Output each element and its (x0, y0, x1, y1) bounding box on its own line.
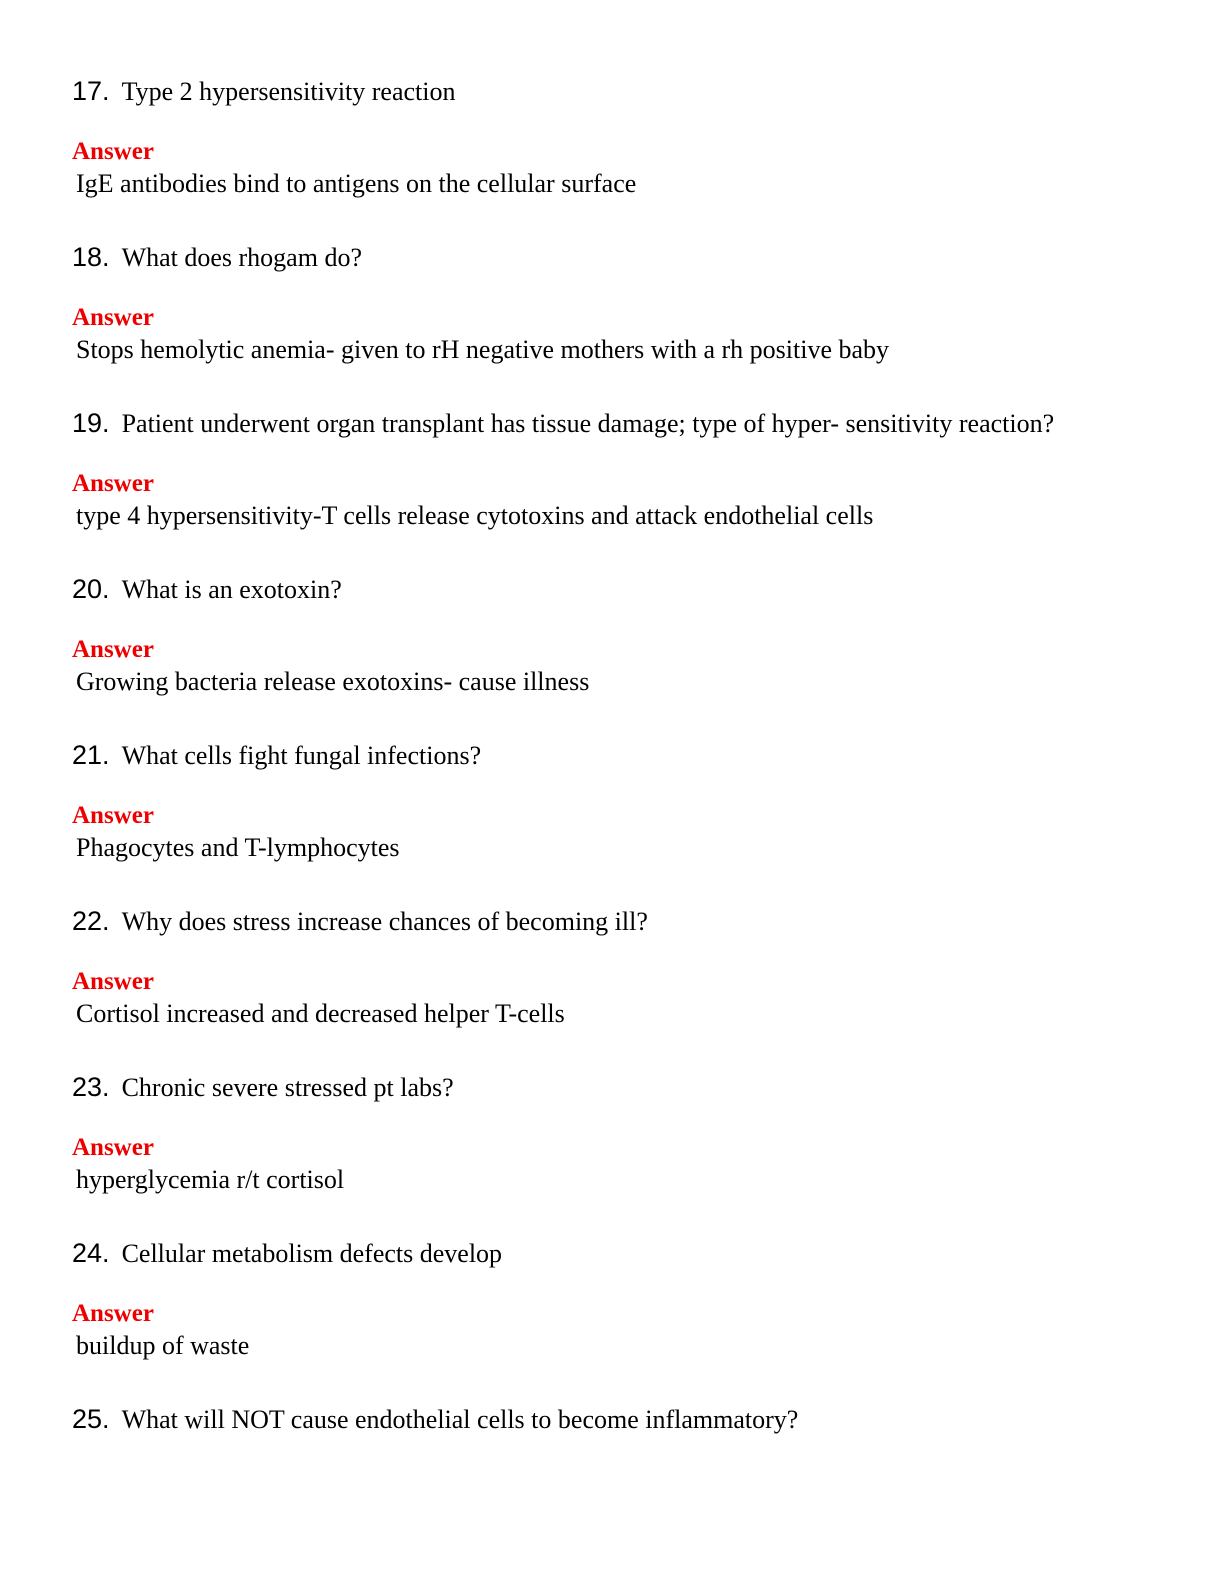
answer-text: buildup of waste (76, 1331, 250, 1360)
answer-text: Growing bacteria release exotoxins- cause illness (76, 667, 590, 696)
question: 18. What does rhogam do? (72, 242, 362, 272)
answer-label: Answer (72, 802, 154, 829)
question-text: Type 2 hypersensitivity reaction (121, 77, 456, 106)
question: 21. What cells fight fungal infections? (72, 740, 482, 770)
question-text: Patient underwent organ transplant has tissue damage; type of hyper- sensitivity reaction? (121, 409, 1055, 438)
question-text: What is an exotoxin? (121, 575, 342, 604)
question-number: 23 (72, 1072, 103, 1102)
answer-label: Answer (72, 636, 154, 663)
question-number: 21 (72, 740, 103, 770)
question-text: Chronic severe stressed pt labs? (121, 1073, 454, 1102)
answer-text: Phagocytes and T-lymphocytes (76, 833, 400, 862)
question-text: What cells fight fungal infections? (121, 741, 482, 770)
answer-text: Cortisol increased and decreased helper T-cells (76, 999, 565, 1028)
question: 23. Chronic severe stressed pt labs? (72, 1072, 454, 1102)
question: 20. What is an exotoxin? (72, 574, 342, 604)
question: 22. Why does stress increase chances of becoming ill? (72, 906, 648, 936)
question: 24. Cellular metabolism defects develop (72, 1238, 503, 1268)
question: 19. Patient underwent organ transplant has tissue damage; type of hyper- sensitivity reaction? (72, 408, 1055, 438)
answer-label: Answer (72, 470, 154, 497)
question: 25. What will NOT cause endothelial cells to become inflammatory? (72, 1404, 799, 1434)
answer-label: Answer (72, 304, 154, 331)
question-number: 24 (72, 1238, 103, 1268)
question-text: Cellular metabolism defects develop (121, 1239, 503, 1268)
question-number: 20 (72, 574, 103, 604)
question-text: Why does stress increase chances of becoming ill? (121, 907, 648, 936)
question: 17. Type 2 hypersensitivity reaction (72, 76, 456, 106)
answer-text: IgE antibodies bind to antigens on the cellular surface (76, 169, 637, 198)
question-number: 25 (72, 1404, 103, 1434)
question-number: 18 (72, 242, 103, 272)
answer-text: type 4 hypersensitivity-T cells release cytotoxins and attack endothelial cells (76, 501, 874, 530)
answer-label: Answer (72, 1134, 154, 1161)
question-number: 17 (72, 76, 103, 106)
answer-label: Answer (72, 1300, 154, 1327)
question-text: What will NOT cause endothelial cells to become inflammatory? (121, 1405, 799, 1434)
answer-text: Stops hemolytic anemia- given to rH negative mothers with a rh positive baby (76, 335, 890, 364)
question-number: 19 (72, 408, 103, 438)
question-text: What does rhogam do? (121, 243, 362, 272)
question-number: 22 (72, 906, 103, 936)
answer-label: Answer (72, 968, 154, 995)
answer-text: hyperglycemia r/t cortisol (76, 1165, 345, 1194)
answer-label: Answer (72, 138, 154, 165)
